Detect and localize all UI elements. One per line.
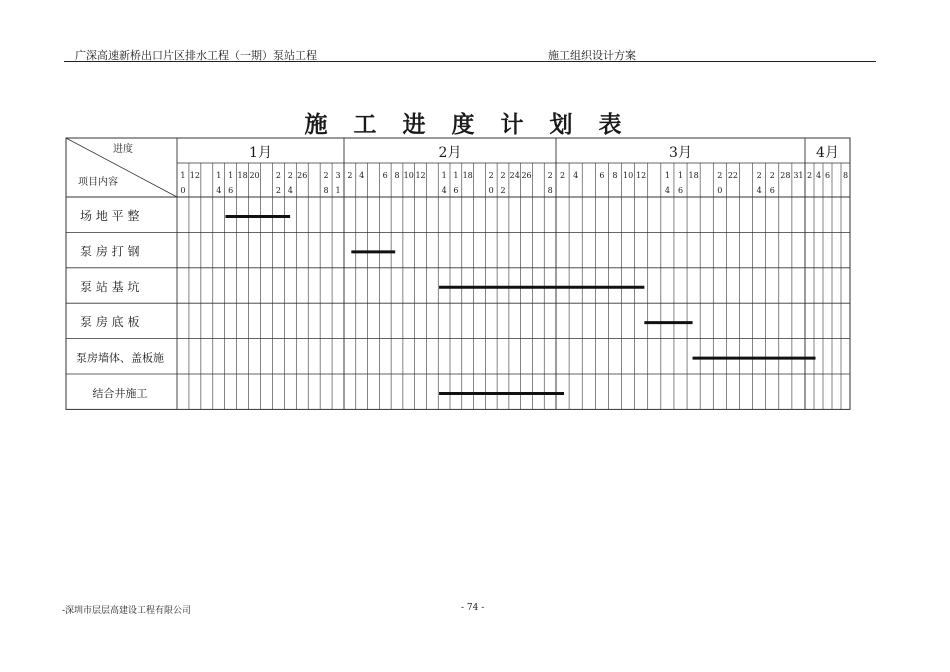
day-label: 1	[180, 171, 186, 180]
day-label: 4	[756, 186, 762, 195]
day-label: 0	[488, 186, 494, 195]
day-label: 1	[664, 171, 670, 180]
day-label: 2	[287, 171, 293, 180]
corner-label-items: 项目内容	[78, 177, 118, 188]
day-label: 24	[509, 171, 520, 180]
day-label: 4	[664, 186, 670, 195]
day-label: 2	[347, 171, 353, 180]
day-label: 4	[359, 171, 365, 180]
day-label: 2	[717, 171, 723, 180]
month-label: 2月	[438, 145, 462, 161]
day-label: 1	[677, 171, 684, 180]
day-label: 6	[769, 186, 775, 195]
day-label: 6	[228, 186, 234, 195]
day-label: 8	[323, 186, 329, 195]
day-label: 0	[180, 186, 186, 195]
task-name: 泵 站 基 坑	[80, 279, 140, 294]
header-document-type: 施工组织设计方案	[548, 49, 636, 62]
footer-company: -深圳市层层高建设工程有限公司	[62, 606, 192, 616]
corner-label-progress: 进度	[113, 144, 133, 155]
day-label: 12	[636, 171, 647, 180]
page-number: - 74 -	[461, 603, 485, 613]
day-label: 8	[547, 186, 553, 195]
day-label: 8	[612, 171, 618, 180]
day-label: 4	[441, 186, 447, 195]
day-label: 12	[189, 171, 200, 180]
day-label: 6	[599, 171, 605, 180]
day-label: 4	[573, 171, 579, 180]
page-title: 施 工 进 度 计 划 表	[304, 112, 631, 138]
day-label: 6	[824, 171, 831, 180]
day-label: 2	[500, 171, 506, 180]
day-label: 2	[806, 171, 813, 180]
day-label: 1	[228, 171, 234, 180]
day-label: 18	[462, 171, 473, 180]
day-label: 4	[287, 186, 293, 195]
day-label: 2	[560, 171, 566, 180]
day-label: 26	[297, 171, 308, 180]
task-name: 泵 房 底 板	[80, 315, 140, 330]
day-label: 4	[815, 171, 822, 180]
task-name: 结合井施工	[92, 387, 148, 400]
day-label: 8	[394, 171, 400, 180]
day-label: 2	[500, 186, 506, 195]
day-label: 1	[216, 171, 222, 180]
day-label: 2	[275, 171, 281, 180]
month-label: 3月	[669, 145, 692, 161]
day-label: 10	[622, 171, 634, 180]
day-label: 0	[717, 186, 723, 195]
day-label: 6	[382, 171, 388, 180]
day-label: 2	[275, 186, 281, 195]
day-label: 12	[415, 171, 426, 180]
month-label: 4月	[816, 145, 839, 161]
day-label: 1	[441, 171, 447, 180]
day-label: 22	[727, 171, 739, 180]
day-label: 10	[403, 171, 414, 180]
day-label: 2	[323, 171, 329, 180]
day-label: 6	[453, 186, 459, 195]
day-label: 28	[780, 171, 791, 180]
day-label: 20	[249, 171, 260, 180]
day-label: 31	[793, 171, 804, 180]
day-label: 2	[488, 171, 494, 180]
day-label: 2	[769, 171, 775, 180]
day-label: 3	[335, 171, 341, 180]
day-label: 8	[842, 171, 849, 180]
task-name: 泵房墙体、盖板施	[76, 351, 164, 365]
month-label: 1月	[249, 145, 272, 161]
day-label: 4	[216, 186, 222, 195]
day-label: 18	[237, 171, 248, 180]
task-name: 泵 房 打 钢	[80, 244, 140, 259]
day-label: 18	[688, 171, 699, 180]
day-label: 1	[335, 186, 341, 195]
day-label: 1	[453, 171, 459, 180]
header-project-name: 广深高速新桥出口片区排水工程（一期）泵站工程	[75, 49, 317, 62]
task-name: 场 地 平 整	[80, 209, 140, 223]
day-label: 2	[756, 171, 762, 180]
day-label: 6	[677, 186, 684, 195]
day-label: 2	[547, 171, 553, 180]
day-label: 26	[521, 171, 532, 180]
